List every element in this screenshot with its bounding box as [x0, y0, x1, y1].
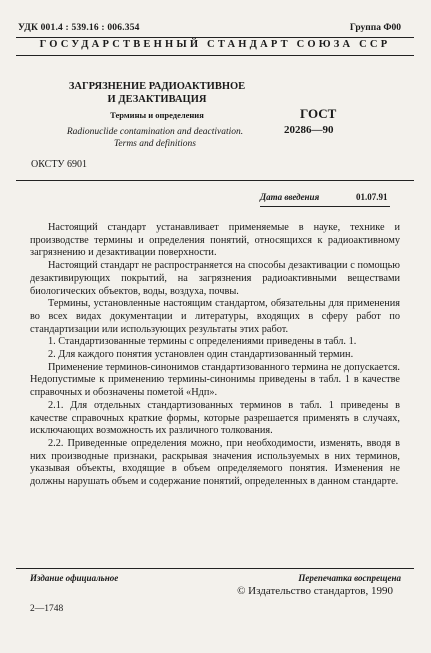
document-title — [52, 80, 262, 106]
group-code: Группа Ф00 — [349, 23, 401, 33]
official-edition: Издание официальное — [30, 573, 119, 583]
okstu-rule — [16, 180, 414, 181]
gost-number: 20286—90 — [284, 124, 334, 136]
gost-label: ГОСТ — [300, 106, 337, 121]
banner-rule — [16, 55, 414, 56]
top-rule — [16, 37, 414, 38]
paragraph-5: 2. Для каждого понятия установлен один стандартизованный термин. — [48, 349, 354, 361]
paragraph-4: 1. Стандартизованные термины с определениями приведены в табл. 1. — [48, 336, 357, 348]
reprint-notice: Перепечатка воспрещена — [298, 573, 401, 583]
paragraph-8: 2.2. Приведенные определения можно, при необходимости, изменять, вводя в них производные признаки, раскрывая значения используемых в них терминов, указывая объекты, входящие в объем определяемого понятия. Изменения не должны нарушать объем и содержание понятий, определенных в данном стандарте. — [30, 437, 400, 488]
title-line-1: ЗАГРЯЗНЕНИЕ РАДИОАКТИВНОЕ — [68, 81, 246, 92]
footer-rule — [16, 568, 414, 569]
paragraph-1: Настоящий стандарт устанавливает применяемые в науке, технике и производстве термины и определения понятий, относящихся к радиоактивному загрязнению и дезактивации поверхности. — [30, 222, 400, 259]
title-line-2: И ДЕЗАКТИВАЦИЯ — [107, 94, 207, 105]
effective-date-label: Дата введения — [260, 192, 320, 202]
date-rule — [260, 206, 390, 207]
paragraph-6: Применение терминов-синонимов стандартизованного термина не допускается. Недопустимые к применению термины-синонимы приведены в табл. 1 в качестве справочных и обозначены пометой «Ндп». — [30, 361, 400, 399]
agency-banner: ГОСУДАРСТВЕННЫЙ СТАНДАРТ СОЮЗА ССР — [39, 39, 391, 50]
english-title-line-2: Terms and definitions — [114, 138, 196, 149]
body-text — [30, 222, 400, 489]
paragraph-3: Термины, установленные настоящим стандартом, обязательны для применения во всех видах документации и литературы, входящих в сферу работ по стандартизации или использующих результаты этих работ. — [30, 298, 400, 335]
okstu-code: ОКСТУ 6901 — [31, 159, 88, 170]
copyright: © Издательство стандартов, 1990 — [237, 585, 393, 597]
udk-code: УДК 001.4 : 539.16 : 006.354 — [18, 23, 140, 33]
paragraph-7: 2.1. Для отдельных стандартизованных терминов в табл. 1 приведены в качестве справочных краткие формы, которые разрешается применять в случаях, исключающих возможность их различного толкования. — [30, 399, 400, 437]
effective-date-value: 01.07.91 — [356, 192, 388, 202]
paragraph-2: Настоящий стандарт не распространяется на способы дезактивации с помощью дезактивирующих покрытий, на загрязнения радиоактивными веществами биологических объектов, воды, воздуха, почвы. — [30, 260, 400, 297]
english-title — [40, 127, 270, 150]
page-code: 2—1748 — [30, 604, 64, 614]
document-subtitle: Термины и определения — [110, 110, 204, 120]
english-title-line-1: Radionuclide contamination and deactivation. — [66, 127, 244, 137]
